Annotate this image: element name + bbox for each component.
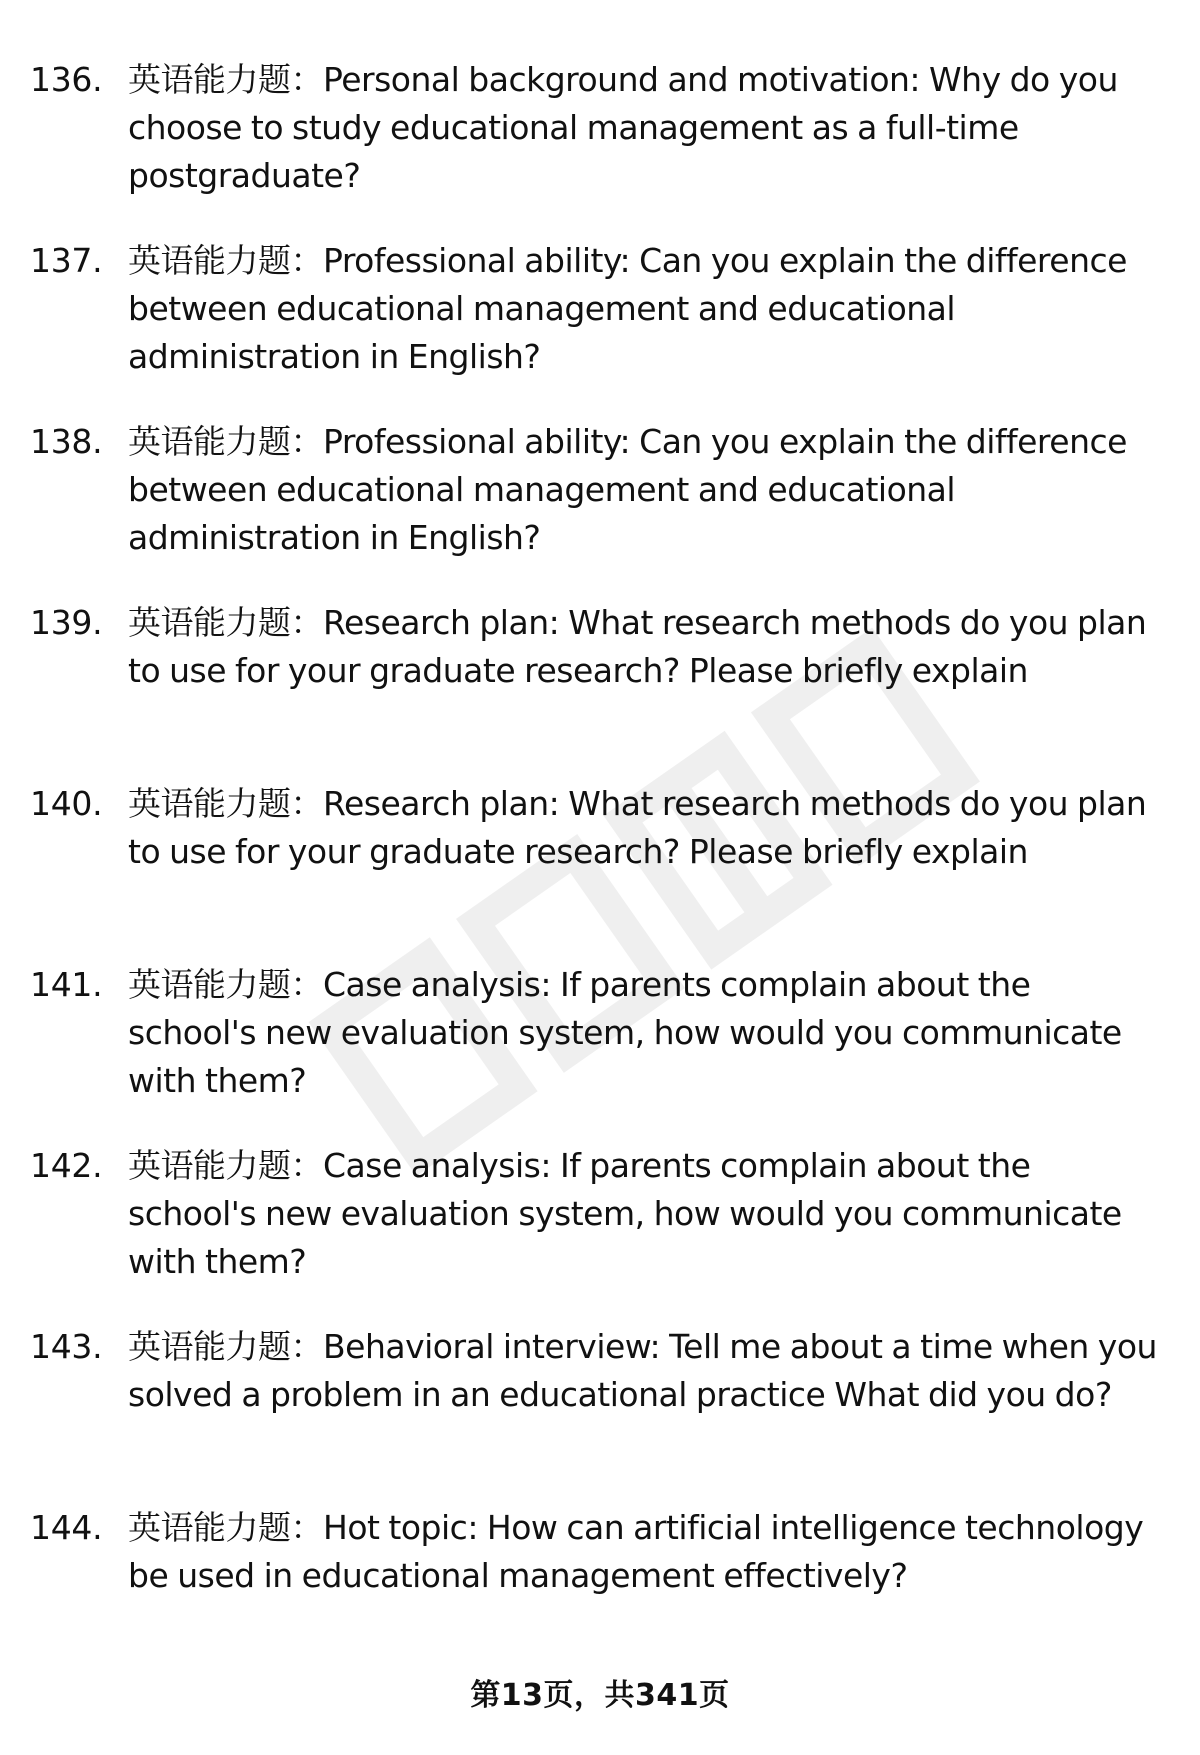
question-text: Research plan: What research methods do you plan to use for your graduate research? Please briefly explain (128, 784, 1147, 871)
question-body (128, 1323, 1158, 1419)
list-item (0, 237, 1200, 418)
list-item (0, 599, 1200, 780)
question-category-label: 英语能力题： (128, 965, 323, 1004)
question-category-label: 英语能力题： (128, 784, 323, 823)
question-body (128, 56, 1158, 200)
list-item (0, 1142, 1200, 1323)
question-category-label: 英语能力题： (128, 241, 323, 280)
list-item (0, 56, 1200, 237)
question-body (128, 1142, 1158, 1286)
question-body (128, 599, 1158, 695)
question-category-label: 英语能力题： (128, 603, 323, 642)
question-category-label: 英语能力题： (128, 1508, 323, 1547)
list-item (0, 961, 1200, 1142)
question-text: Hot topic: How can artificial intelligence technology be used in educational management effectively? (128, 1508, 1144, 1595)
question-text: Case analysis: If parents complain about the school's new evaluation system, how would you communicate with them? (128, 965, 1122, 1100)
question-text: Personal background and motivation: Why do you choose to study educational management as a full-time postgraduate? (128, 60, 1118, 195)
list-item (0, 418, 1200, 599)
question-list (0, 56, 1200, 1685)
question-number: 136. (30, 60, 103, 99)
list-item (0, 1323, 1200, 1504)
page-indicator: 第13页，共341页 (470, 1678, 730, 1713)
question-text: Case analysis: If parents complain about the school's new evaluation system, how would you communicate with them? (128, 1146, 1122, 1281)
question-number: 143. (30, 1327, 103, 1366)
question-body (128, 961, 1158, 1105)
question-category-label: 英语能力题： (128, 1146, 323, 1185)
question-number: 139. (30, 603, 103, 642)
question-body (128, 780, 1158, 876)
question-category-label: 英语能力题： (128, 60, 323, 99)
question-category-label: 英语能力题： (128, 422, 323, 461)
question-number: 144. (30, 1508, 103, 1547)
question-body (128, 237, 1158, 381)
question-number: 137. (30, 241, 103, 280)
question-text: Professional ability: Can you explain the difference between educational management and educational administration in English? (128, 422, 1127, 557)
question-text: Research plan: What research methods do you plan to use for your graduate research? Please briefly explain (128, 603, 1147, 690)
question-body (128, 1504, 1158, 1600)
list-item (0, 1504, 1200, 1685)
question-category-label: 英语能力题： (128, 1327, 323, 1366)
question-number: 141. (30, 965, 103, 1004)
question-text: Professional ability: Can you explain the difference between educational management and educational administration in English? (128, 241, 1127, 376)
list-item (0, 780, 1200, 961)
question-number: 140. (30, 784, 103, 823)
question-body (128, 418, 1158, 562)
question-number: 142. (30, 1146, 103, 1185)
question-number: 138. (30, 422, 103, 461)
question-text: Behavioral interview: Tell me about a time when you solved a problem in an educational practice What did you do? (128, 1327, 1157, 1414)
